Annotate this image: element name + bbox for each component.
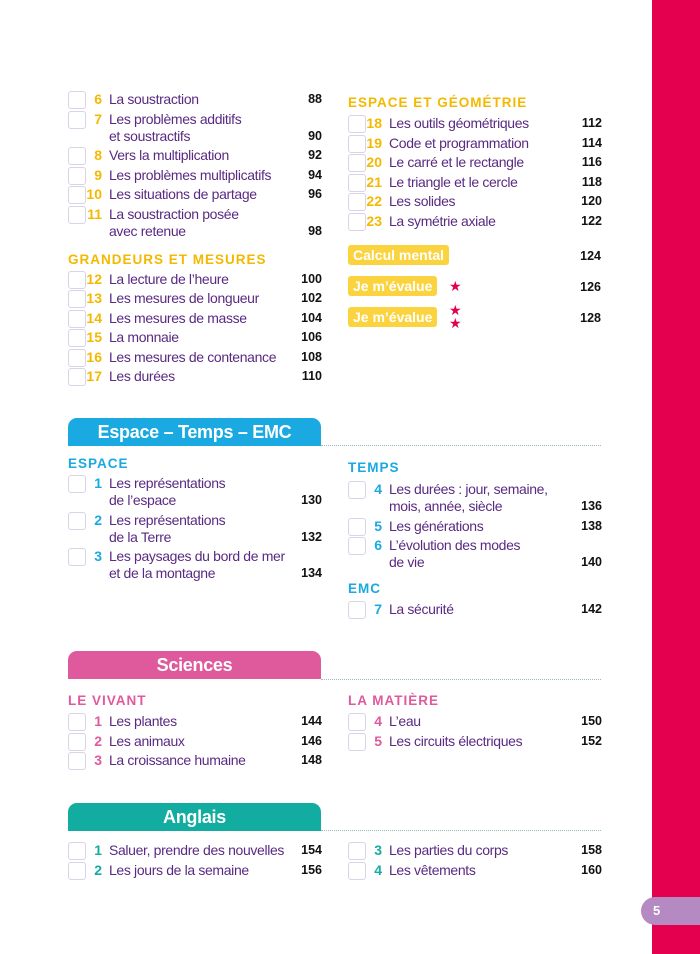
chapter-list [348, 842, 602, 879]
chapter-title: Les durées : jour, semaine, mois, année, siècle [389, 481, 548, 514]
page-ref: 144 [301, 714, 322, 728]
section-heading-vivant: LE VIVANT [68, 693, 147, 708]
chapter-title: Code et programmation [389, 134, 529, 151]
checkbox[interactable] [68, 167, 86, 185]
page-ref: 158 [581, 843, 602, 857]
chapter-item[interactable] [68, 329, 322, 346]
checkbox[interactable] [348, 481, 366, 499]
section-heading-grandeurs: GRANDEURS ET MESURES [68, 251, 267, 267]
math-left-column [68, 91, 322, 388]
side-color-band [652, 0, 700, 954]
chapter-title: Les générations [389, 517, 484, 534]
checkbox[interactable] [68, 206, 86, 224]
checkbox[interactable] [348, 154, 366, 172]
page-ref: 160 [581, 862, 602, 877]
chapter-list [348, 713, 602, 750]
chapter-list [68, 271, 322, 386]
chapter-number: 10 [86, 186, 102, 202]
checkbox[interactable] [348, 518, 366, 536]
chapter-list [68, 713, 322, 769]
chapter-title: Les durées [109, 368, 175, 384]
checkbox[interactable] [68, 512, 86, 530]
page-ref: 108 [301, 349, 322, 364]
chapter-item[interactable] [348, 481, 602, 515]
page-ref: 98 [308, 223, 322, 238]
chapter-title: L’eau [389, 713, 421, 729]
chapter-title: La soustraction [109, 91, 199, 107]
espace-column [68, 454, 322, 585]
page-ref: 114 [581, 135, 602, 150]
section-heading-emc: EMC [348, 581, 381, 596]
divider [321, 679, 601, 680]
section-heading-geometrie: ESPACE ET GÉOMÉTRIE [348, 95, 528, 110]
chapter-number: 13 [86, 290, 102, 306]
evaluation-badge-1[interactable]: Je m’évalue [348, 276, 437, 296]
page-ref: 142 [581, 602, 602, 616]
chapter-item[interactable] [68, 349, 322, 366]
checkbox[interactable] [68, 290, 86, 308]
section-heading-temps: TEMPS [348, 460, 400, 475]
checkbox[interactable] [68, 111, 86, 129]
chapter-title: Vers la multiplication [109, 147, 229, 163]
chapter-number: 6 [94, 91, 102, 107]
checkbox[interactable] [68, 186, 86, 204]
chapter-title: Les situations de partage [109, 186, 257, 202]
chapter-number: 23 [366, 212, 382, 229]
chapter-title: Les paysages du bord de mer et de la montagne [109, 548, 285, 581]
math-right-column [348, 93, 602, 232]
chapter-number: 17 [86, 368, 102, 384]
page-number: 5 [641, 897, 700, 925]
page-ref: 130 [301, 493, 322, 507]
page-ref: 104 [301, 310, 322, 325]
star-icon: ★ [449, 278, 462, 294]
chapter-number: 2 [94, 511, 102, 528]
checkbox[interactable] [348, 115, 366, 133]
chapter-item[interactable] [348, 537, 602, 571]
page-ref: 136 [581, 499, 602, 513]
chapter-item[interactable] [68, 290, 322, 307]
chapter-title: La sécurité [389, 601, 454, 617]
chapter-item[interactable] [68, 733, 322, 750]
section-tab-anglais: Anglais [68, 803, 321, 831]
checkbox[interactable] [68, 752, 86, 770]
checkbox[interactable] [68, 548, 86, 566]
page-ref: 110 [301, 369, 322, 383]
chapter-item[interactable] [68, 368, 322, 385]
chapter-number: 5 [374, 517, 382, 534]
checkbox[interactable] [68, 349, 86, 367]
chapter-item[interactable] [68, 111, 322, 145]
chapter-item[interactable] [68, 548, 322, 582]
star-icon: ★ [449, 302, 462, 318]
page-ref: 102 [301, 291, 322, 305]
chapter-title: Les outils géométriques [389, 115, 529, 131]
divider [321, 445, 601, 446]
chapter-item[interactable] [68, 475, 322, 509]
chapter-title: La lecture de l’heure [109, 270, 229, 287]
chapter-item[interactable] [348, 115, 602, 132]
evaluation-badge-2[interactable]: Je m’évalue [348, 307, 437, 327]
chapter-number: 14 [86, 309, 102, 326]
chapter-list [68, 91, 322, 240]
checkbox[interactable] [68, 713, 86, 731]
chapter-number: 21 [366, 173, 382, 190]
chapter-item[interactable] [348, 154, 602, 171]
chapter-list [348, 601, 602, 618]
checkbox[interactable] [348, 537, 366, 555]
chapter-number: 4 [374, 481, 382, 497]
chapter-title: Les problèmes multiplicatifs [109, 166, 272, 183]
page-ref: 124 [580, 249, 601, 263]
chapter-number: 7 [94, 110, 102, 127]
checkbox[interactable] [68, 733, 86, 751]
chapter-item[interactable] [68, 752, 322, 769]
star-icon: ★ [449, 315, 462, 331]
chapter-number: 8 [94, 147, 102, 163]
chapter-item[interactable] [68, 310, 322, 327]
chapter-number: 1 [94, 475, 102, 491]
page-ref: 116 [581, 155, 602, 169]
chapter-title: Les parties du corps [389, 842, 509, 858]
chapter-list [348, 481, 602, 571]
chapter-number: 12 [86, 270, 102, 287]
chapter-title: Le triangle et le cercle [389, 173, 518, 190]
checkbox[interactable] [68, 842, 86, 860]
chapter-title: Les animaux [109, 732, 185, 749]
chapter-title: Les jours de la semaine [109, 861, 249, 878]
chapter-number: 4 [374, 713, 382, 729]
anglais-left-column [68, 842, 322, 881]
chapter-title: La soustraction posée avec retenue [109, 205, 239, 239]
chapter-item[interactable] [348, 862, 602, 879]
chapter-list [68, 475, 322, 582]
page-ref: 96 [308, 187, 322, 201]
vivant-column [68, 691, 322, 772]
chapter-number: 15 [86, 329, 102, 345]
chapter-item[interactable] [68, 862, 322, 879]
checkbox[interactable] [348, 733, 366, 751]
chapter-number: 18 [366, 115, 382, 131]
chapter-title: La croissance humaine [109, 752, 246, 768]
chapter-number: 11 [87, 205, 102, 222]
section-heading-espace: ESPACE [68, 456, 129, 471]
page-ref: 120 [581, 194, 602, 208]
page-ref: 134 [301, 566, 322, 580]
page-ref: 132 [301, 529, 322, 544]
chapter-title: Les solides [389, 193, 456, 209]
chapter-number: 20 [366, 154, 382, 170]
checkbox[interactable] [68, 271, 86, 289]
chapter-number: 9 [94, 166, 102, 183]
chapter-item[interactable] [348, 733, 602, 750]
page-ref: 118 [581, 174, 602, 189]
page-ref: 122 [581, 213, 602, 228]
page-ref: 154 [301, 843, 322, 857]
page-ref: 150 [581, 714, 602, 728]
temps-column [348, 458, 602, 621]
chapter-item[interactable] [348, 193, 602, 210]
chapter-item[interactable] [348, 601, 602, 618]
chapter-item[interactable] [68, 91, 322, 108]
chapter-number: 3 [94, 548, 102, 564]
chapter-title: La symétrie axiale [389, 212, 496, 229]
chapter-item[interactable] [348, 713, 602, 730]
chapter-title: Le carré et le rectangle [389, 154, 524, 170]
page-ref: 112 [581, 116, 602, 130]
checkbox[interactable] [68, 368, 86, 386]
page-ref: 152 [581, 733, 602, 748]
chapter-item[interactable] [348, 135, 602, 152]
chapter-list [348, 115, 602, 230]
page-ref: 100 [301, 271, 322, 286]
checkbox[interactable] [348, 135, 366, 153]
chapter-item[interactable] [68, 512, 322, 546]
checkbox[interactable] [348, 174, 366, 192]
anglais-right-column [348, 842, 602, 881]
chapter-title: Les mesures de longueur [109, 290, 259, 306]
section-tab-sciences: Sciences [68, 651, 321, 679]
chapter-item[interactable] [68, 713, 322, 730]
page-ref: 94 [308, 167, 322, 182]
matiere-column [348, 691, 602, 752]
calcul-mental-badge[interactable]: Calcul mental [348, 245, 449, 265]
chapter-number: 7 [374, 601, 382, 617]
checkbox[interactable] [68, 91, 86, 109]
chapter-item[interactable] [68, 167, 322, 184]
chapter-title: Les circuits électriques [389, 732, 523, 749]
page-ref: 138 [581, 518, 602, 533]
chapter-number: 22 [366, 193, 382, 209]
chapter-title: L’évolution des modes de vie [389, 537, 521, 570]
chapter-number: 3 [94, 752, 102, 768]
chapter-title: Les mesures de masse [109, 309, 247, 326]
chapter-title: Les vêtements [389, 861, 476, 878]
checkbox[interactable] [348, 862, 366, 880]
chapter-item[interactable] [68, 147, 322, 164]
page-ref: 140 [581, 555, 602, 569]
chapter-number: 4 [374, 861, 382, 878]
page-ref: 156 [301, 862, 322, 877]
chapter-title: La monnaie [109, 329, 179, 345]
checkbox[interactable] [68, 310, 86, 328]
chapter-item[interactable] [348, 213, 602, 230]
chapter-number: 19 [366, 134, 382, 151]
chapter-title: Les plantes [109, 713, 177, 729]
section-tab-espace-temps-emc: Espace – Temps – EMC [68, 418, 321, 446]
chapter-list [68, 842, 322, 879]
chapter-title: Les mesures de contenance [109, 348, 277, 365]
chapter-number: 2 [94, 861, 102, 878]
chapter-item[interactable] [348, 842, 602, 859]
chapter-item[interactable] [348, 174, 602, 191]
checkbox[interactable] [68, 147, 86, 165]
chapter-number: 1 [94, 842, 102, 858]
page-ref: 106 [301, 330, 322, 344]
page-ref: 88 [308, 92, 322, 106]
chapter-item[interactable] [68, 186, 322, 203]
chapter-title: Les représentations de la Terre [109, 511, 226, 545]
chapter-number: 2 [94, 732, 102, 749]
chapter-title: Saluer, prendre des nouvelles [109, 842, 285, 858]
section-heading-matiere: LA MATIÈRE [348, 693, 439, 708]
chapter-number: 16 [86, 348, 102, 365]
divider [321, 830, 601, 831]
page-ref: 92 [308, 148, 322, 162]
checkbox[interactable] [348, 601, 366, 619]
chapter-item[interactable] [348, 518, 602, 535]
chapter-number: 5 [374, 732, 382, 749]
checkbox[interactable] [348, 193, 366, 211]
chapter-number: 6 [374, 537, 382, 553]
chapter-item[interactable] [68, 842, 322, 859]
checkbox[interactable] [348, 842, 366, 860]
chapter-title: Les problèmes additifs et soustractifs [109, 110, 242, 144]
page-ref: 148 [301, 753, 322, 767]
checkbox[interactable] [348, 213, 366, 231]
checkbox[interactable] [68, 475, 86, 493]
chapter-item[interactable] [68, 206, 322, 240]
chapter-number: 3 [374, 842, 382, 858]
checkbox[interactable] [348, 713, 366, 731]
chapter-item[interactable] [68, 271, 322, 288]
chapter-number: 1 [94, 713, 102, 729]
checkbox[interactable] [68, 862, 86, 880]
checkbox[interactable] [68, 329, 86, 347]
page-ref: 128 [580, 311, 601, 325]
chapter-title: Les représentations de l’espace [109, 475, 226, 508]
page-ref: 90 [308, 128, 322, 143]
page-ref: 146 [301, 733, 322, 748]
page-ref: 126 [580, 280, 601, 294]
